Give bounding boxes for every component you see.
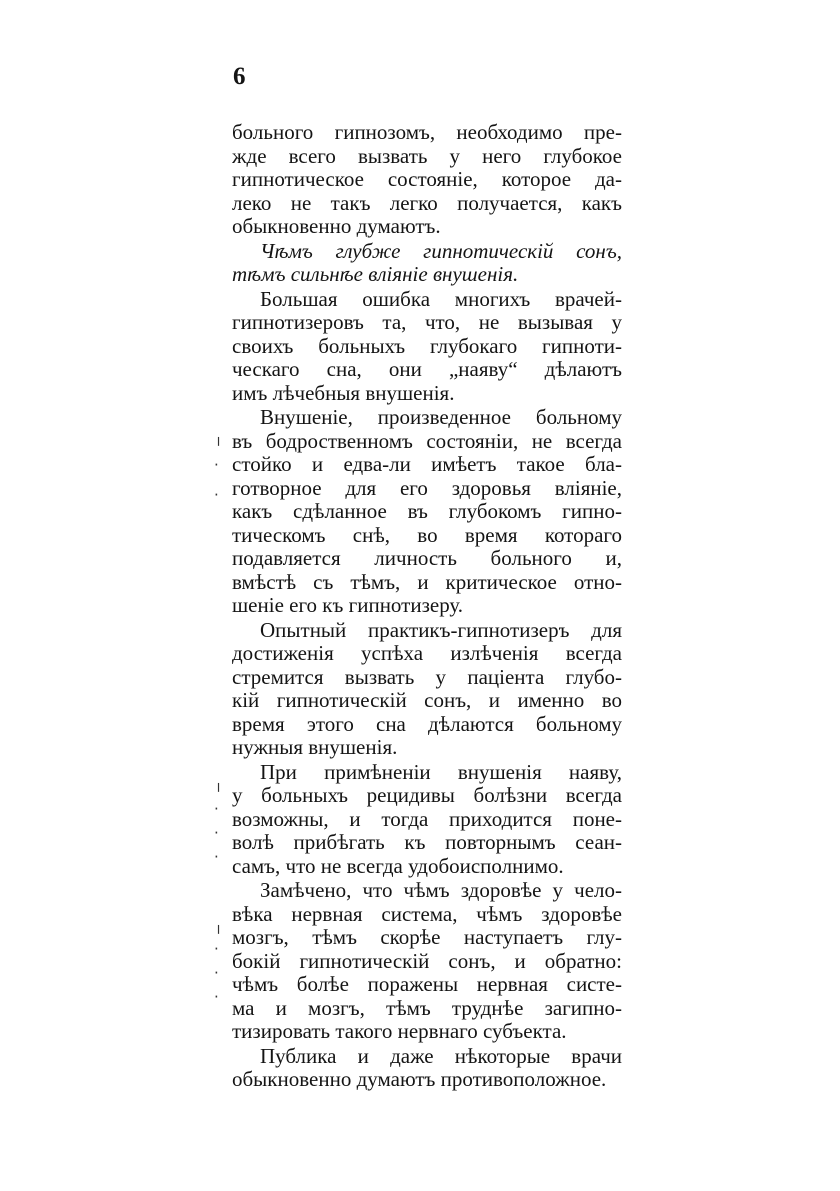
margin-mark: ·: [214, 486, 219, 504]
text-line: леко не такъ легко получается, какъ: [232, 191, 622, 215]
text-line: больного гипнозомъ, необходимо пре-: [232, 121, 622, 144]
text-line: нужныя внушенія.: [232, 736, 398, 759]
margin-mark: ·: [214, 848, 219, 866]
text-line: въ бодроственномъ состояніи, не всегда: [232, 429, 622, 453]
margin-mark: ·: [214, 988, 219, 1006]
text-line: Опытный практикъ-гипнотизеръ для: [260, 618, 622, 642]
text-line: Большая ошибка многихъ врачей-: [260, 287, 622, 311]
text-line: волѣ прибѣгать къ повторнымъ сеан-: [232, 831, 622, 854]
text-line: чѣмъ болѣе поражены нервная систе-: [232, 973, 622, 996]
text-line: готворное для его здоровья вліяніе,: [232, 476, 622, 500]
text-line: какъ сдѣланное въ глубокомъ гипно-: [232, 500, 622, 523]
text-line: шеніе его къ гипнотизеру.: [232, 594, 464, 617]
text-line: ческаго сна, они „наяву“ дѣлаютъ: [232, 358, 622, 381]
margin-mark: ·: [214, 800, 219, 818]
text-line: Внушеніе, произведенное больному: [260, 406, 622, 429]
text-line: время этого сна дѣлаются больному: [232, 712, 622, 736]
text-line: Замѣчено, что чѣмъ здоровѣе у чело-: [260, 879, 622, 902]
text-line: Публика и даже нѣкоторые врачи: [260, 1044, 622, 1068]
text-line: вѣка нервная система, чѣмъ здоровѣе: [232, 902, 622, 926]
margin-mark: ·: [214, 456, 219, 474]
text-line: кій гипнотическій сонъ, и именно во: [232, 689, 622, 712]
text-line: обыкновенно думаютъ противоположное.: [232, 1068, 607, 1091]
text-line: При примѣненіи внушенія наяву,: [260, 760, 622, 784]
text-column: [232, 121, 622, 1093]
text-line: стремится вызвать у паціента глубо-: [232, 665, 622, 689]
text-line: самъ, что не всегда удобоисполнимо.: [232, 854, 564, 878]
text-line: тизировать такого нервнаго субъекта.: [232, 1020, 567, 1043]
margin-mark: ·: [214, 824, 219, 842]
text-line: стойко и едва-ли имѣетъ такое бла-: [232, 453, 622, 476]
text-line: имъ лѣчебныя внушенія.: [232, 381, 455, 405]
text-line: гипнотическое состояніе, которое да-: [232, 168, 622, 191]
text-line: своихъ больныхъ глубокаго гипноти-: [232, 334, 622, 358]
margin-mark: ╷: [214, 916, 224, 934]
text-line: мозгъ, тѣмъ скорѣе наступаетъ глу-: [232, 926, 622, 949]
margin-marks: [214, 0, 224, 1191]
text-line: тѣмъ сильнѣе вліяніе внушенія.: [232, 263, 519, 286]
text-line: вмѣстѣ съ тѣмъ, и критическое отно-: [232, 570, 622, 594]
text-line: ма и мозгъ, тѣмъ труднѣе загипно-: [232, 996, 622, 1020]
text-line: у больныхъ рецидивы болѣзни всегда: [232, 784, 622, 807]
text-line: тическомъ снѣ, во время котораго: [232, 523, 622, 547]
text-line: Чѣмъ глубже гипнотическій сонъ,: [260, 239, 622, 263]
page-number: 6: [233, 63, 246, 90]
text-line: подавляется личность больного и,: [232, 547, 622, 570]
margin-mark: ·: [214, 940, 219, 958]
text-line: жде всего вызвать у него глубокое: [232, 144, 622, 168]
text-line: гипнотизеровъ та, что, не вызывая у: [232, 311, 622, 334]
margin-mark: ╷: [214, 428, 224, 446]
text-line: обыкновенно думаютъ.: [232, 215, 441, 238]
text-line: бокій гипнотическій сонъ, и обратно:: [232, 949, 622, 973]
margin-mark: ·: [214, 964, 219, 982]
text-line: достиженія успѣха излѣченія всегда: [232, 642, 622, 665]
text-line: возможны, и тогда приходится поне-: [232, 807, 622, 831]
margin-mark: ╷: [214, 774, 224, 792]
